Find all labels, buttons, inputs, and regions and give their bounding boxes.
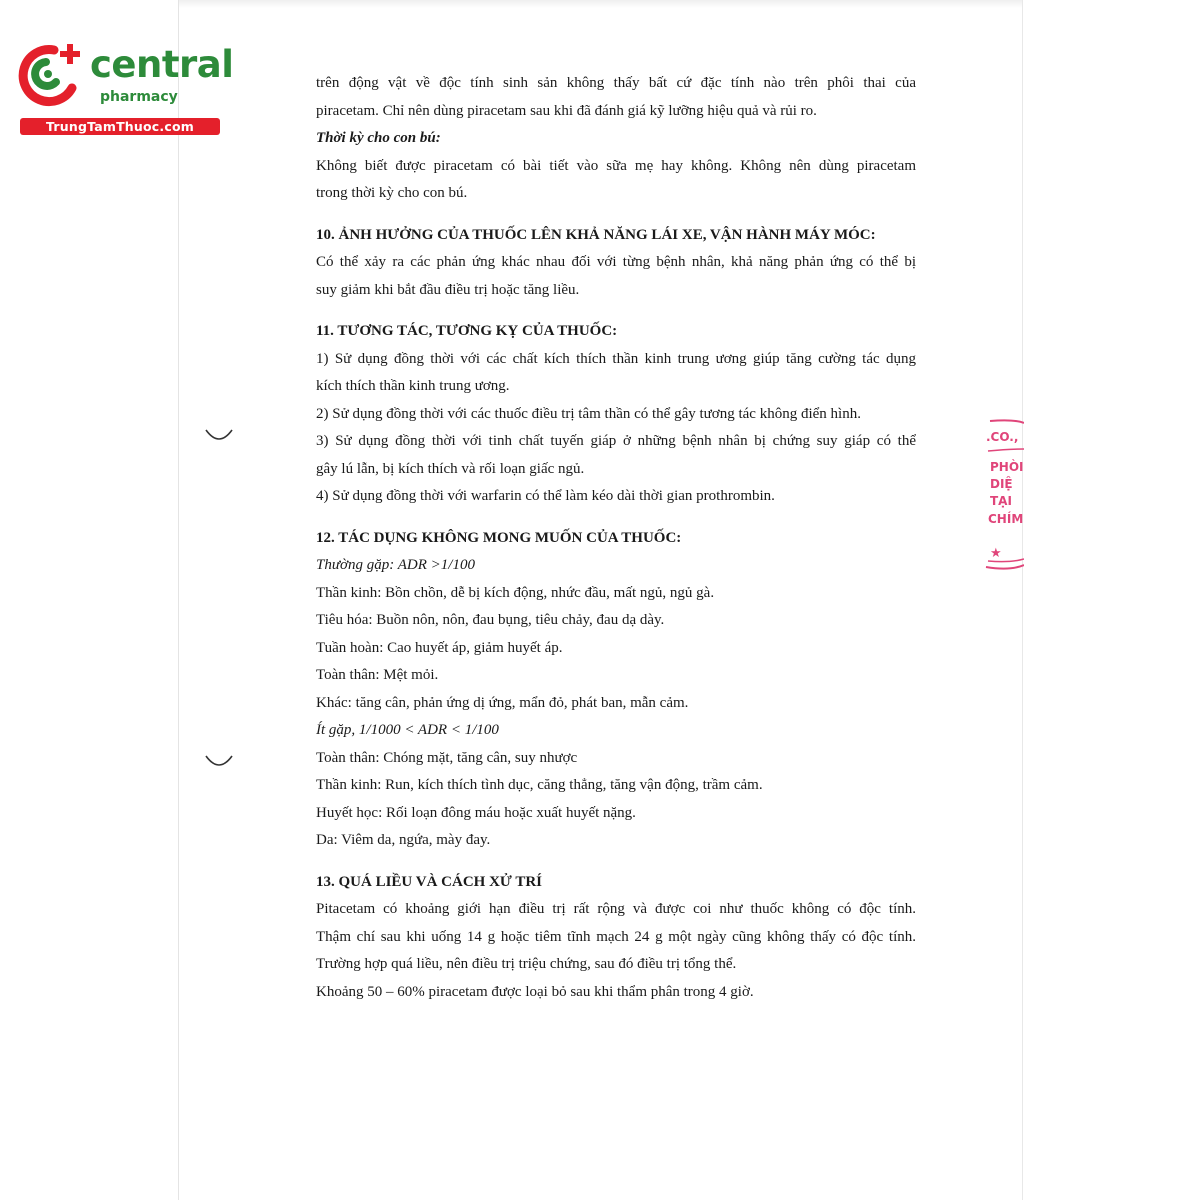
subsection-title: Thời kỳ cho con bú: [316, 130, 441, 146]
section-heading: 11. TƯƠNG TÁC, TƯƠNG KỴ CỦA THUỐC: [316, 323, 618, 339]
paragraph-line: Thậm chí sau khi uống 14 g hoặc tiêm tĩnh mạch 24 g một ngày cũng không thấy có độc tính. [316, 928, 916, 945]
list-item: Tuần hoàn: Cao huyết áp, giảm huyết áp. [316, 639, 563, 656]
paper-edge-right [1022, 0, 1023, 1200]
paragraph-line: Trường hợp quá liều, nên điều trị triệu chứng, sau đó điều trị tổng thể. [316, 956, 737, 972]
list-item: Khác: tăng cân, phản ứng dị ứng, mẩn đỏ, phát ban, mẫn cảm. [316, 694, 689, 711]
paragraph-line: Không biết được piracetam có bài tiết vào sữa mẹ hay không. Không nên dùng piracetam [316, 157, 916, 174]
paragraph-line: trên động vật về độc tính sinh sản không thấy bất cứ đặc tính nào trên phôi thai của [316, 75, 916, 91]
paragraph-line: 1) Sử dụng đồng thời với các chất kích thích thần kinh trung ương giúp tăng cường tác dụng [316, 350, 916, 367]
list-item: Thần kinh: Bồn chồn, dễ bị kích động, nhức đầu, mất ngủ, ngủ gà. [316, 584, 715, 601]
list-item: Tiêu hóa: Buồn nôn, nôn, đau bụng, tiêu chảy, đau dạ dày. [316, 612, 665, 628]
paragraph-line: 2) Sử dụng đồng thời với các thuốc điều trị tâm thần có thể gây tương tác không điển hình. [316, 405, 861, 422]
paragraph-line: Khoảng 50 – 60% piracetam được loại bỏ sau khi thẩm phân trong 4 giờ. [316, 983, 754, 1000]
list-item: Toàn thân: Mệt mỏi. [316, 667, 439, 683]
stamp-text: DIỆ [990, 477, 1013, 491]
stamp-star-icon: ★ [990, 546, 1002, 561]
document-body [316, 70, 916, 1006]
subsection-title: Thường gặp: ADR >1/100 [316, 557, 475, 573]
paragraph-line: kích thích thần kinh trung ương. [316, 378, 510, 394]
paragraph-line: 4) Sử dụng đồng thời với warfarin có thể làm kéo dài thời gian prothrombin. [316, 488, 775, 504]
stamp-text: TẠI [990, 494, 1012, 508]
section-heading: 10. ẢNH HƯỞNG CỦA THUỐC LÊN KHẢ NĂNG LÁI XE, VẬN HÀNH MÁY MÓC: [316, 226, 876, 243]
paper-top-shade [178, 0, 1022, 8]
stamp-text: CHÍM [988, 512, 1024, 526]
brand-subtitle: pharmacy [100, 89, 178, 105]
list-item: Da: Viêm da, ngứa, mày đay. [316, 832, 491, 848]
section-heading: 13. QUÁ LIỀU VÀ CÁCH XỬ TRÍ [316, 873, 542, 890]
paragraph-line: suy giảm khi bắt đầu điều trị hoặc tăng liều. [316, 281, 580, 298]
list-item: Thần kinh: Run, kích thích tình dục, căng thẳng, tăng vận động, trầm cảm. [316, 777, 763, 793]
punch-hole-icon [204, 426, 234, 446]
paragraph-line: trong thời kỳ cho con bú. [316, 185, 468, 201]
section-heading: 12. TÁC DỤNG KHÔNG MONG MUỐN CỦA THUỐC: [316, 529, 682, 546]
list-item: Huyết học: Rối loạn đông máu hoặc xuất huyết nặng. [316, 804, 636, 821]
paragraph-line: Pitacetam có khoảng giới hạn điều trị rất rộng và được coi như thuốc không có độc tính. [316, 901, 916, 917]
punch-hole-icon [204, 752, 234, 772]
list-item: Toàn thân: Chóng mặt, tăng cân, suy nhược [316, 749, 578, 766]
brand-name: central [90, 43, 234, 86]
paper-edge-left [178, 0, 179, 1200]
paragraph-line: 3) Sử dụng đồng thời với tinh chất tuyến giáp ở những bệnh nhân bị chứng suy giáp có thể [316, 433, 916, 449]
brand-website[interactable]: TrungTamThuoc.com [20, 118, 220, 135]
company-stamp [980, 415, 1024, 575]
paragraph-line: gây lú lẫn, bị kích thích và rối loạn giấc ngủ. [316, 460, 585, 477]
subsection-title: Ít gặp, 1/1000 < ADR < 1/100 [316, 722, 499, 738]
stamp-text: .CO., [986, 430, 1019, 444]
paragraph-line: Có thể xảy ra các phản ứng khác nhau đối với từng bệnh nhân, khả năng phản ứng có thể bị [316, 254, 916, 270]
pharmacy-cross-logo-icon [10, 38, 88, 108]
paragraph-line: piracetam. Chỉ nên dùng piracetam sau khi đã đánh giá kỹ lưỡng hiệu quả và rủi ro. [316, 102, 817, 119]
stamp-text: PHÒI [990, 460, 1024, 474]
brand-logo[interactable] [10, 38, 234, 138]
